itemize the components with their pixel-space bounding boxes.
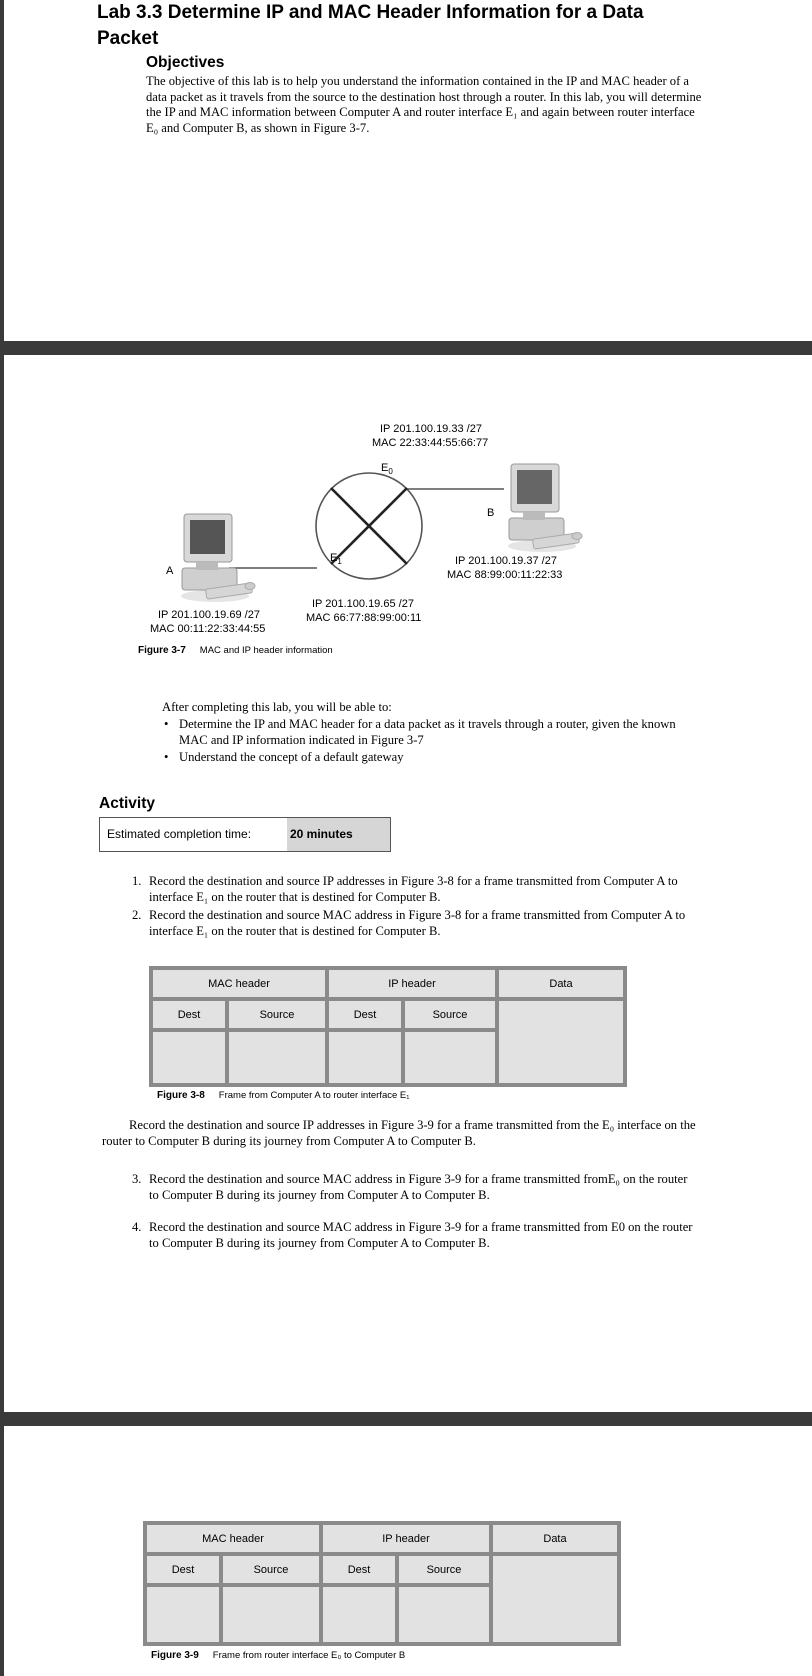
objectives-heading: Objectives [146,54,225,71]
document-page-3 [4,1426,812,1676]
router-e0-mac: MAC 22:33:44:55:66:77 [372,437,489,449]
computer-b-label: B [487,507,495,519]
mac-dest-value[interactable] [145,1585,221,1644]
ip-header-cell: IP header [321,1523,491,1554]
computer-a-ip: IP 201.100.19.69 /27 [158,609,260,621]
figure-3-7-caption: Figure 3-7 MAC and IP header information [138,645,333,656]
computer-b-mac: MAC 88:99:00:11:22:33 [447,569,563,581]
outcome-item: • Understand the concept of a default gateway [162,750,742,766]
objectives-line: E₀ and Computer B, as shown in Figure 3-7. [146,120,370,135]
step-4: 4. Record the destination and source MAC address in Figure 3-9 for a frame transmitted from E0 on the router to Computer B during its journey from Computer A to Computer B. [132,1220,693,1250]
computer-a-label: A [166,565,174,577]
computer-a-mac: MAC 00:11:22:33:44:55 [150,623,266,635]
mac-dest-header: Dest [145,1554,221,1585]
completion-time-box [99,817,391,852]
data-cell[interactable] [491,1554,619,1644]
data-cell[interactable] [497,999,625,1085]
figure-3-8-caption: Figure 3-8 Frame from Computer A to router interface E₁ [157,1090,410,1101]
document-page-1 [4,0,812,341]
completion-time-label: Estimated completion time: [107,827,252,841]
mac-source-value[interactable] [221,1585,321,1644]
steps-list-2 [132,1172,742,1251]
document-page-2 [4,355,812,1412]
activity-heading: Activity [99,795,155,812]
objectives-paragraph [146,74,736,136]
ip-dest-value[interactable] [321,1585,397,1644]
mac-source-header: Source [227,999,327,1030]
computer-b-icon [508,464,582,552]
router-e1-ip: IP 201.100.19.65 /27 [312,598,414,610]
router-e1-mac: MAC 66:77:88:99:00:11 [306,612,422,624]
completion-time-value: 20 minutes [287,818,390,851]
outcomes-list [162,717,742,766]
lab-title-line1: Lab 3.3 Determine IP and MAC Header Information for a Data [97,2,644,23]
ip-source-value[interactable] [397,1585,491,1644]
frame-table-3-9 [143,1521,621,1646]
outcome-item: • Determine the IP and MAC header for a data packet as it travels through a router, given the known MAC and IP information indicated in Figure 3-7 [162,717,742,748]
data-header-cell: Data [491,1523,619,1554]
router-e0-label: $E_0$ [381,462,393,477]
objectives-line: data packet as it travels from the source to the destination host through a router. In this lab, you will determine [146,89,702,104]
computer-a-icon [181,514,255,602]
step-1: 1. Record the destination and source IP addresses in Figure 3-8 for a frame transmitted from Computer A to interface E₁ on the router that is destined for Computer B. [132,874,678,904]
record-paragraph: Record the destination and source IP addresses in Figure 3-9 for a frame transmitted from the E₀ interface on the router to Computer B during its journey from Computer A to Computer B. [102,1118,696,1148]
mac-source-header: Source [221,1554,321,1585]
steps-list-1 [132,874,742,939]
mac-header-cell: MAC header [145,1523,321,1554]
frame-table-3-8 [149,966,627,1087]
data-header-cell: Data [497,968,625,999]
router-e1-label: $E_1$ [330,552,342,567]
ip-dest-header: Dest [321,1554,397,1585]
after-intro: After completing this lab, you will be able to: [162,700,392,714]
mac-dest-value[interactable] [151,1030,227,1085]
ip-dest-value[interactable] [327,1030,403,1085]
mac-dest-header: Dest [151,999,227,1030]
ip-source-value[interactable] [403,1030,497,1085]
router-e0-ip: IP 201.100.19.33 /27 [380,423,482,435]
objectives-line: the IP and MAC information between Computer A and router interface E₁ and again between router interface [146,105,695,119]
ip-header-cell: IP header [327,968,497,999]
step-2: 2. Record the destination and source MAC address in Figure 3-8 for a frame transmitted from Computer A to interface E₁ on the router that is destined for Computer B. [132,908,686,938]
network-diagram [4,355,812,685]
ip-dest-header: Dest [327,999,403,1030]
objectives-line: The objective of this lab is to help you understand the information contained in the IP and MAC header of a [146,74,690,88]
ip-source-header: Source [403,999,497,1030]
mac-source-value[interactable] [227,1030,327,1085]
computer-b-ip: IP 201.100.19.37 /27 [455,555,557,567]
step-3: 3. Record the destination and source MAC address in Figure 3-9 for a frame transmitted fromE₀ on the router to Computer B during its journey from Computer A to Computer B. [132,1172,688,1202]
ip-source-header: Source [397,1554,491,1585]
lab-title-line2: Packet [97,28,159,49]
mac-header-cell: MAC header [151,968,327,999]
figure-3-9-caption: Figure 3-9 Frame from router interface E₀ to Computer B [151,1650,406,1661]
